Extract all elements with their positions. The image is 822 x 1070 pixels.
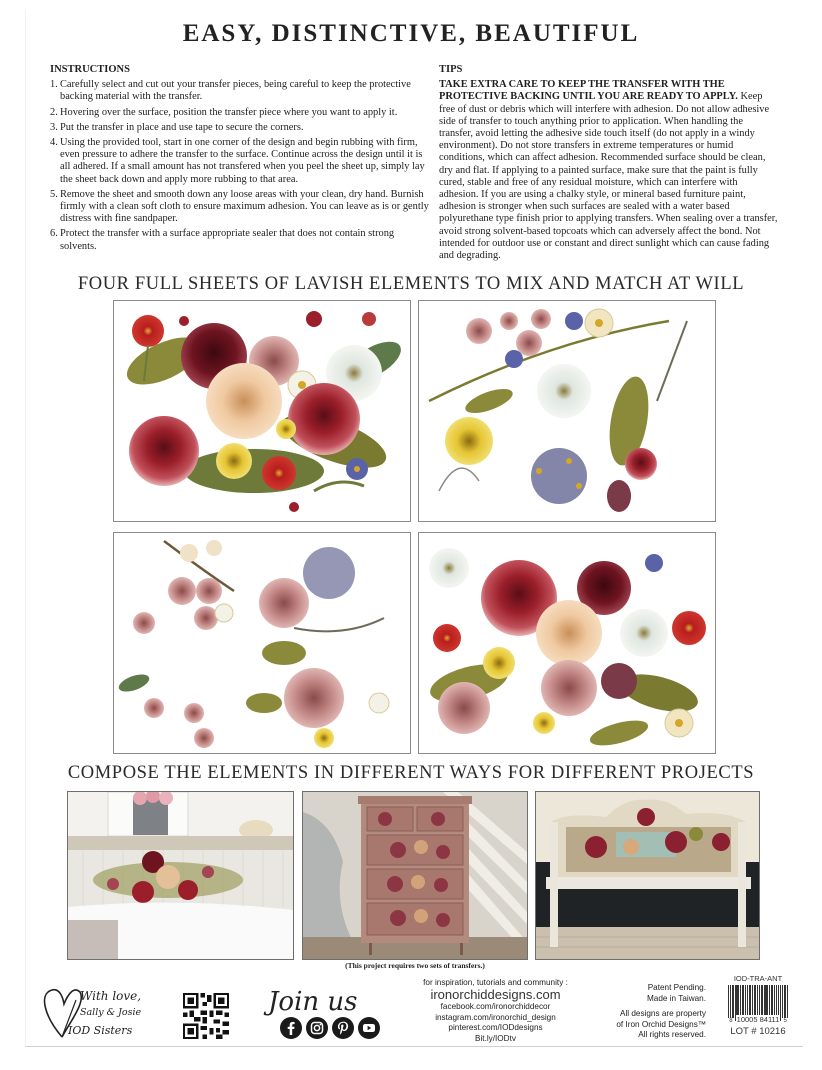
floral-elements-illustration bbox=[114, 533, 410, 753]
heart-signature-icon bbox=[40, 982, 160, 1040]
dresser-project-photo bbox=[302, 791, 528, 960]
tips-heading: TIPS bbox=[439, 64, 463, 75]
bench-project-photo bbox=[535, 791, 760, 960]
instructions-section bbox=[50, 64, 430, 256]
instagram-icon[interactable] bbox=[306, 1017, 328, 1039]
property-text-1: All designs are property bbox=[619, 1009, 706, 1019]
social-icons bbox=[280, 1017, 380, 1039]
tips-section bbox=[439, 64, 779, 262]
youtube-icon[interactable] bbox=[358, 1017, 380, 1039]
social-links bbox=[413, 978, 578, 1044]
floral-sheet-1 bbox=[113, 300, 411, 522]
svg-text:With love,: With love, bbox=[80, 989, 142, 1003]
product-barcode bbox=[718, 974, 798, 1044]
rights-text: All rights reserved. bbox=[638, 1030, 706, 1040]
instruction-step: 3. Put the transfer in place and use tape to secure the corners. bbox=[50, 121, 304, 133]
bathtub-wall-project-photo bbox=[67, 791, 294, 960]
instructions-heading: INSTRUCTIONS bbox=[50, 64, 130, 75]
dresser-scene-image bbox=[303, 792, 527, 959]
bench-scene-image bbox=[536, 792, 759, 959]
legal-text bbox=[596, 983, 706, 1041]
origin-text: Made in Taiwan. bbox=[646, 993, 706, 1003]
qr-code-icon bbox=[183, 993, 229, 1039]
tips-text bbox=[439, 79, 779, 262]
instructions-list bbox=[50, 79, 430, 253]
patent-text: Patent Pending. bbox=[647, 983, 706, 992]
pinterest-icon[interactable] bbox=[332, 1017, 354, 1039]
floral-elements-illustration bbox=[419, 301, 715, 521]
join-us-block bbox=[260, 975, 380, 1045]
floral-sheet-2 bbox=[418, 300, 716, 522]
tips-lead: TAKE EXTRA CARE TO KEEP THE TRANSFER WITH THE PROTECTIVE BACKING UNTIL YOU ARE READY TO APPLY. bbox=[439, 79, 738, 103]
sheets-heading: FOUR FULL SHEETS OF LAVISH ELEMENTS TO MIX AND MATCH AT WILL bbox=[77, 274, 745, 294]
instruction-step: 2. Hovering over the surface, position the transfer piece where you want to apply it. bbox=[50, 106, 398, 118]
svg-text:Join us: Join us bbox=[268, 987, 358, 1017]
instagram-link[interactable]: instagram.com/ironorchid_design bbox=[435, 1012, 556, 1022]
tips-body: Keep free of dust or debris which will interfere with adhesion. Do not allow adhesive side of transfer to touch anything prior to application. When handling the transfer, avoid letting the adhesive side touch itself (do not apply in a windy environment). Do not store transfers in extreme temperatures or humid conditions, which can affect adhesion. Recommended surface should be clean, dry and flat. If applying to a painted surface, make sure that the paint is fully cured, stable and free of any residual moisture, which can interfere with adhesion. If you are using a chalky style, or mineral based furniture paint, adhesion is stronger when such surfaces are sealed with a water based polyurethane type finish prior to applying transfers. When sealing over a transfer, avoid strong solvent-based topcoats which can adversely affect the bond. Not intended for outdoor use or constant and direct sunlight which can cause fading and degrading. bbox=[439, 91, 778, 262]
floral-sheet-3 bbox=[113, 532, 411, 754]
qr-code[interactable] bbox=[183, 993, 229, 1039]
instruction-step: 6. Protect the transfer with a surface appropriate sealer that does not contain strong solvents. bbox=[50, 228, 395, 252]
barcode-digits: 8 10005 84111 5 bbox=[729, 1015, 787, 1024]
website-link[interactable]: ironorchiddesigns.com bbox=[430, 987, 561, 1003]
svg-text:Sally & Josie: Sally & Josie bbox=[80, 1007, 142, 1018]
floral-bouquet-illustration bbox=[419, 533, 715, 753]
floral-sheet-4 bbox=[418, 532, 716, 754]
facebook-link[interactable]: facebook.com/ironorchiddecor bbox=[440, 1002, 551, 1012]
page-title: EASY, DISTINCTIVE, BEAUTIFUL bbox=[182, 20, 640, 47]
links-intro: for inspiration, tutorials and community : bbox=[423, 978, 568, 987]
svg-text:IOD Sisters: IOD Sisters bbox=[68, 1024, 133, 1037]
floral-bouquet-illustration bbox=[114, 301, 410, 521]
youtube-link[interactable]: Bit.ly/IODtv bbox=[475, 1033, 516, 1043]
instruction-step: 5. Remove the sheet and smooth down any loose areas with your clean, dry hand. Burnish firmly with a clean soft cloth to ensure maximum adhesion. You can leave as is or gently distress with fine sandpaper. bbox=[50, 188, 429, 225]
instruction-step: 4. Using the provided tool, start in one corner of the design and begin rubbing with firm, even pressure to adhere the transfer to the surface. Continue across the design until it is all adhered. If a small amount has not transfered when you peel the sheet up, simply lay the sheet back down and apply more rubbing to that area. bbox=[50, 137, 425, 185]
signature-logo bbox=[40, 982, 160, 1040]
instruction-step: 1. Carefully select and cut out your transfer pieces, being careful to keep the protective backing material with the transfer. bbox=[50, 79, 411, 103]
property-text-2: of Iron Orchid Designs™ bbox=[616, 1019, 706, 1029]
facebook-icon[interactable] bbox=[280, 1017, 302, 1039]
bathtub-scene-image bbox=[68, 792, 293, 959]
projects-heading: COMPOSE THE ELEMENTS IN DIFFERENT WAYS FOR DIFFERENT PROJECTS bbox=[67, 763, 755, 783]
pinterest-link[interactable]: pinterest.com/IODdesigns bbox=[448, 1023, 543, 1033]
project-caption: (This project requires two sets of transfers.) bbox=[345, 961, 485, 970]
lot-number: LOT # 10216 bbox=[730, 1026, 786, 1037]
sku-label: IOD-TRA-ANT bbox=[733, 974, 783, 983]
